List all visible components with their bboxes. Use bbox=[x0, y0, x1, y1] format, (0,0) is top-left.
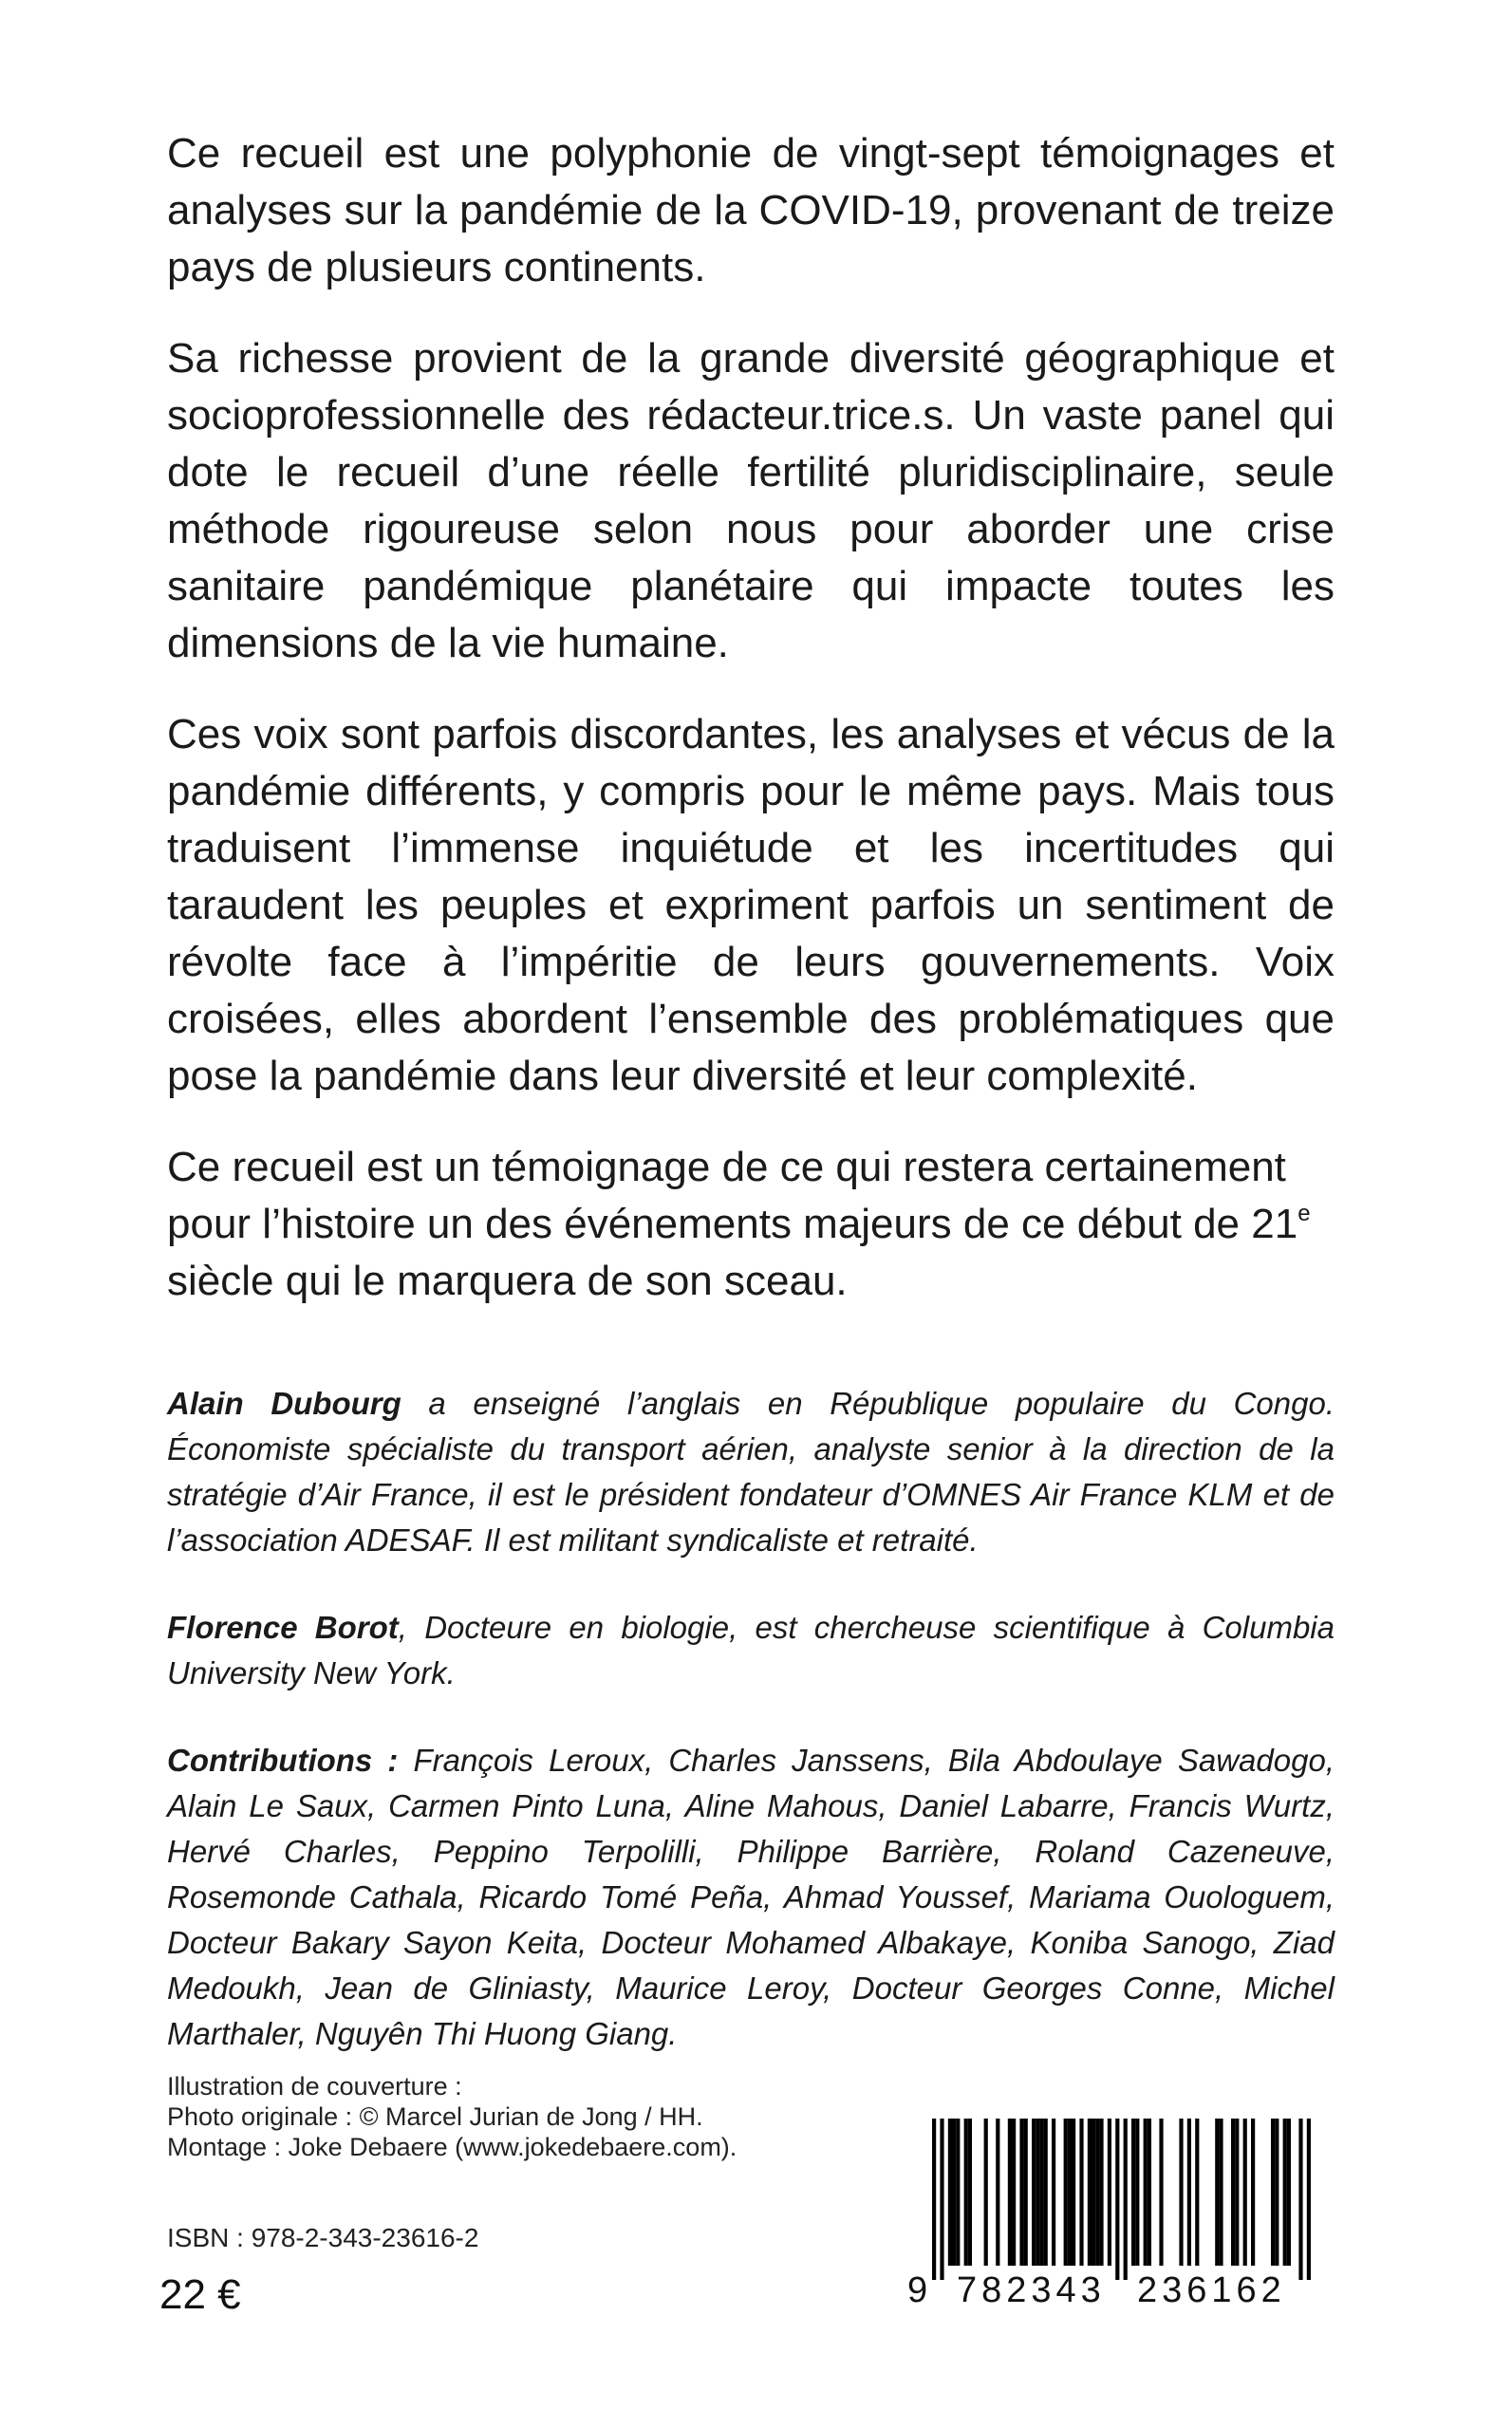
credit-line: Illustration de couverture : bbox=[167, 2072, 462, 2101]
barcode-bar bbox=[964, 2119, 968, 2266]
barcode-bar bbox=[1072, 2119, 1075, 2266]
author-bio-text: a enseigné l’anglais en République populaire du Congo. Économiste spécialiste du transport aérien, analyste senior à la direction de la stratégie d’Air France, il est le président fondateur d’OMNES Air France KLM et de l’association ADESAF. Il est militant syndicaliste et retraité. bbox=[167, 1386, 1335, 1558]
barcode-bar bbox=[1008, 2119, 1012, 2266]
author-name: Alain Dubourg bbox=[167, 1386, 401, 1421]
barcode-bar bbox=[1283, 2119, 1287, 2266]
barcode-bar bbox=[952, 2119, 956, 2266]
author-name: Florence Borot bbox=[167, 1610, 399, 1645]
barcode-bar bbox=[1019, 2119, 1023, 2266]
barcode-bar bbox=[1243, 2119, 1247, 2266]
barcode-bar bbox=[1231, 2119, 1235, 2266]
barcode-bar bbox=[1235, 2119, 1239, 2266]
barcode-bar bbox=[1219, 2119, 1223, 2266]
barcode-bar bbox=[1124, 2119, 1128, 2280]
barcode-bars bbox=[902, 2119, 1338, 2280]
summary-text-part: Ce recueil est un témoignage de ce qui restera certainement pour l’histoire un des événements majeurs de ce début de 21 bbox=[167, 1144, 1298, 1247]
barcode-right-group: 236162 bbox=[1137, 2270, 1286, 2310]
barcode-first-digit: 9 bbox=[907, 2270, 933, 2310]
summary-paragraph: Sa richesse provient de la grande diversité géographique et socioprofessionnelle des rédacteur.trice.s. Un vaste panel qui dote le recueil d’une réelle fertilité pluridisciplinaire, seule méthode rigoureuse selon nous pour aborder une crise sanitaire pandémique planétaire qui impacte toutes les dimensions de la vie humaine. bbox=[167, 335, 1335, 666]
barcode-bar bbox=[1135, 2119, 1139, 2266]
barcode-bar bbox=[1187, 2119, 1191, 2266]
barcode-bar bbox=[1287, 2119, 1291, 2266]
barcode-bar bbox=[1144, 2119, 1148, 2266]
barcode-bar bbox=[1036, 2119, 1039, 2266]
isbn-text: ISBN : 978-2-343-23616-2 bbox=[167, 2223, 479, 2252]
barcode-bar bbox=[1115, 2119, 1119, 2280]
cover-credits bbox=[167, 2071, 888, 2162]
barcode-bar bbox=[1179, 2119, 1183, 2266]
barcode-bar bbox=[940, 2119, 943, 2280]
barcode-bar bbox=[996, 2119, 999, 2266]
barcode-bar bbox=[1039, 2119, 1043, 2266]
barcode-bar bbox=[984, 2119, 988, 2266]
barcode-bar bbox=[956, 2119, 960, 2266]
author-bio bbox=[167, 1381, 1335, 1563]
author-bio-text: , Docteure en biologie, est chercheuse scientifique à Columbia University New York. bbox=[167, 1610, 1335, 1690]
barcode-bar bbox=[932, 2119, 936, 2280]
barcode-bar bbox=[1095, 2119, 1099, 2266]
barcode-bar bbox=[1052, 2119, 1055, 2266]
barcode-left-group: 782343 bbox=[957, 2270, 1106, 2310]
price: 22 € bbox=[159, 2271, 241, 2318]
barcode-bar bbox=[1012, 2119, 1016, 2266]
barcode-bar bbox=[1159, 2119, 1163, 2266]
barcode-bar bbox=[1271, 2119, 1275, 2266]
credit-line: Photo originale : © Marcel Jurian de Jong / HH. bbox=[167, 2102, 703, 2131]
barcode-bar bbox=[1044, 2119, 1048, 2266]
summary-paragraph: Ces voix sont parfois discordantes, les analyses et vécus de la pandémie différents, y compris pour le même pays. Mais tous traduisent l’immense inquiétude et les incertitudes qui taraudent les peuples et expriment parfois un sentiment de révolte face à l’impéritie de leurs gouvernements. Voix croisées, elles abordent l’ensemble des problématiques que pose la pandémie dans leur diversité et leur complexité. bbox=[167, 711, 1335, 1099]
barcode-bar bbox=[948, 2119, 952, 2266]
barcode-bar bbox=[1307, 2119, 1311, 2280]
author-bios bbox=[167, 1381, 1335, 2099]
contributions-list: François Leroux, Charles Janssens, Bila Abdoulaye Sawadogo, Alain Le Saux, Carmen Pinto Luna, Aline Mahous, Daniel Labarre, Francis Wurtz, Hervé Charles, Peppino Terpolilli, Philippe Barrière, Roland Cazeneuve, Rosemonde Cathala, Ricardo Tomé Peña, Ahmad Youssef, Mariama Ouologuem, Docteur Bakary Sayon Keita, Docteur Mohamed Albakaye, Koniba Sanogo, Ziad Medoukh, Jean de Gliniasty, Maurice Leroy, Docteur Georges Conne, Michel Marthaler, Nguyên Thi Huong Giang. bbox=[167, 1743, 1335, 2051]
summary-paragraph bbox=[167, 1139, 1335, 1310]
barcode-bar bbox=[1079, 2119, 1083, 2266]
barcode-bar bbox=[1024, 2119, 1028, 2266]
barcode-bar bbox=[1251, 2119, 1255, 2266]
barcode-bar bbox=[1032, 2119, 1036, 2266]
barcode-bar bbox=[1131, 2119, 1135, 2266]
barcode-bar bbox=[1275, 2119, 1279, 2266]
author-bio bbox=[167, 1605, 1335, 1696]
barcode-bar bbox=[1068, 2119, 1072, 2266]
barcode-bar bbox=[1099, 2119, 1103, 2266]
summary-text-part: siècle qui le marquera de son sceau. bbox=[167, 1258, 848, 1304]
barcode-bar bbox=[1195, 2119, 1199, 2266]
summary-text bbox=[167, 125, 1335, 1344]
credit-line: Montage : Joke Debaere (www.jokedebaere.com). bbox=[167, 2133, 737, 2161]
barcode-digits bbox=[902, 2269, 1338, 2312]
contributions bbox=[167, 1738, 1335, 2057]
barcode-bar bbox=[1088, 2119, 1092, 2266]
barcode-bar bbox=[1108, 2119, 1111, 2266]
barcode-bar bbox=[968, 2119, 972, 2266]
barcode-bar bbox=[1092, 2119, 1095, 2266]
contributions-label: Contributions : bbox=[167, 1743, 399, 1778]
century-superscript: e bbox=[1297, 1201, 1311, 1226]
barcode-bar bbox=[1064, 2119, 1068, 2266]
barcode-bar bbox=[1298, 2119, 1302, 2280]
barcode-bar bbox=[1148, 2119, 1151, 2266]
summary-paragraph: Ce recueil est une polyphonie de vingt-sept témoignages et analyses sur la pandémie de la COVID-19, provenant de treize pays de plusieurs continents. bbox=[167, 130, 1335, 290]
barcode-bar bbox=[1215, 2119, 1219, 2266]
